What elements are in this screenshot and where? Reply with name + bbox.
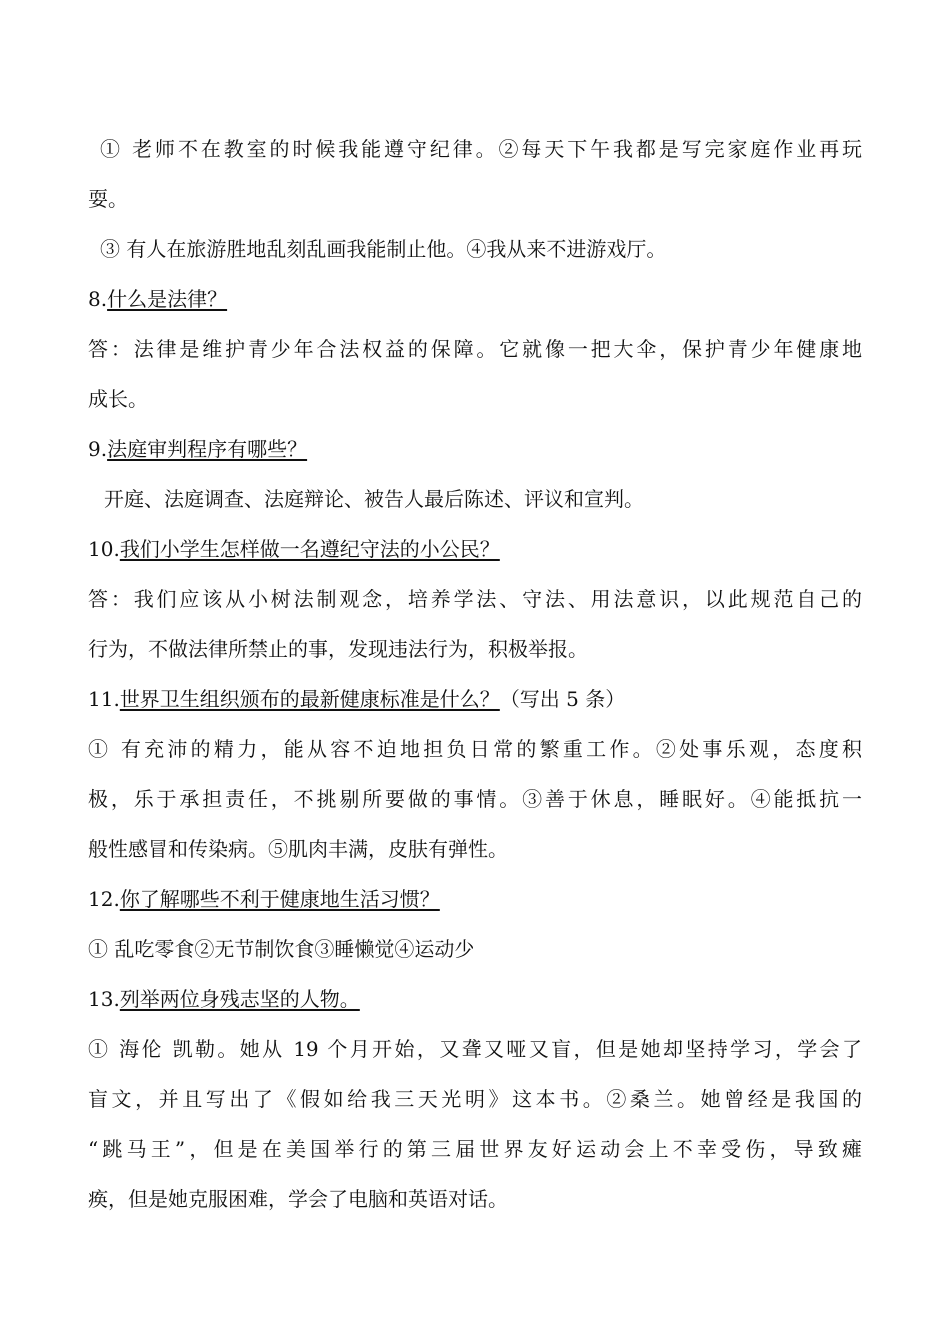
question-text: 列举两位身残志坚的人物。: [119, 987, 360, 1011]
answer-line: 答：我们应该从小树法制观念，培养学法、守法、用法意识，以此规范自己的: [88, 587, 862, 611]
question-8: [88, 274, 862, 324]
question-11: [88, 674, 862, 724]
text-line: 耍。: [88, 187, 128, 211]
answer-line: ① 乱吃零食②无节制饮食③睡懒觉④运动少: [88, 937, 475, 961]
answer-line: ① 有充沛的精力，能从容不迫地担负日常的繁重工作。②处事乐观，态度积: [88, 737, 862, 761]
question-10: [88, 524, 862, 574]
answer-line: 极，乐于承担责任，不挑剔所要做的事情。③善于休息，睡眠好。④能抵抗一: [88, 787, 862, 811]
question-number: 9.: [88, 437, 108, 461]
question-number: 8.: [88, 287, 108, 311]
question-number: 13.: [88, 987, 120, 1011]
question-12: [88, 874, 862, 924]
question-suffix: （写出 5 条）: [499, 687, 626, 711]
answer-line: 盲文，并且写出了《假如给我三天光明》这本书。②桑兰。她曾经是我国的: [88, 1087, 862, 1111]
text-line: ① 老师不在教室的时候我能遵守纪律。②每天下午我都是写完家庭作业再玩: [100, 137, 862, 161]
answer-line: 成长。: [88, 387, 148, 411]
question-text: 我们小学生怎样做一名遵纪守法的小公民？: [119, 537, 500, 561]
answer-line: 开庭、法庭调查、法庭辩论、被告人最后陈述、评议和宣判。: [104, 487, 644, 511]
question-text: 你了解哪些不利于健康地生活习惯？: [119, 887, 440, 911]
answer-line: 行为，不做法律所禁止的事，发现违法行为，积极举报。: [88, 637, 588, 661]
question-9: [88, 424, 862, 474]
question-text: 法庭审判程序有哪些？: [107, 437, 308, 461]
question-number: 10.: [88, 537, 120, 561]
answer-line: “跳马王”，但是在美国举行的第三届世界友好运动会上不幸受伤，导致瘫: [88, 1137, 862, 1161]
question-number: 12.: [88, 887, 120, 911]
answer-line: 答：法律是维护青少年合法权益的保障。它就像一把大伞，保护青少年健康地: [88, 337, 862, 361]
answer-line: ① 海伦 凯勒。她从 19 个月开始，又聋又哑又盲，但是她却坚持学习，学会了: [88, 1037, 862, 1061]
text-line: ③ 有人在旅游胜地乱刻乱画我能制止他。④我从来不进游戏厅。: [100, 237, 667, 261]
question-number: 11.: [88, 687, 120, 711]
answer-line: 痪，但是她克服困难，学会了电脑和英语对话。: [88, 1187, 508, 1211]
question-13: [88, 974, 862, 1024]
question-text: 世界卫生组织颁布的最新健康标准是什么？: [119, 687, 500, 711]
answer-line: 般性感冒和传染病。⑤肌肉丰满，皮肤有弹性。: [88, 837, 508, 861]
question-text: 什么是法律？: [107, 287, 228, 311]
